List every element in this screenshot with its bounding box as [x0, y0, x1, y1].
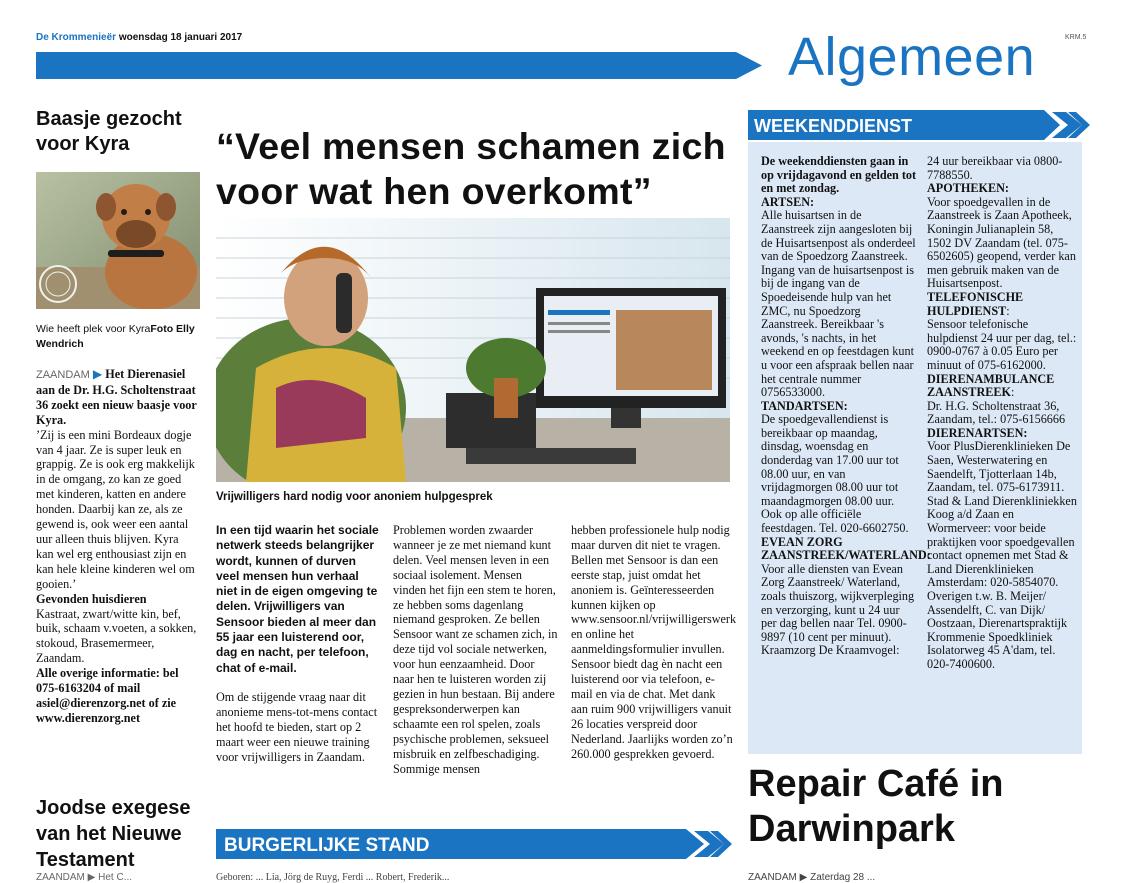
center-footer-fragment: Geboren: ... Lia, Jörg de Ruyg, Ferdi ... Robert, Frederik...	[216, 872, 450, 883]
weekenddienst-col-1	[761, 154, 931, 658]
article-lead: In een tijd waarin het sociale netwerk steeds belangrijker wordt, kunnen of durven veel mensen hun verhaal niet in de eigen omgeving te delen. Vrijwilligers van Sensoor bieden al meer dan 55 jaar een luisterend oor, dag en nacht, per telefoon, chat of e-mail.	[216, 523, 379, 675]
article-col-1	[216, 523, 381, 765]
evean-text: Voor alle diensten van Evean Zorg Zaanstreek/ Waterland, zoals thuiszorg, wijkverpleging en verzorging, kunt u 24 uur per dag bellen naar Tel. 0900- 9897 (10 cent per minuut). Kraamzorg De Kraamvogel:	[761, 561, 915, 658]
article-col3-text: hebben professionele hulp nodig maar durven dit niet te vragen. Bellen met Sensoor is dan een eerste stap, juist omdat het anoniem is. Geïnteresseerden kunnen kijken op www.sensoor.nl/vrijwilligerswerk en online het aanmeldingsformulier invullen. Sensoor biedt dag èn nacht een luisterend oor via telefoon, e-mail en via de chat. Met dank aan ruim 900 vrijwilligers vanuit 26 locaties verspreid door Nederland. Jaarlijks worden zo’n 260.000 gesprekken gevoerd.	[571, 523, 737, 761]
left-headline: Baasje gezocht voor Kyra	[36, 108, 182, 155]
left-article	[36, 367, 198, 726]
tandartsen-text: De spoedgevallendienst is bereikbaar op maandag, dinsdag, woensdag en donderdag van 17.00 uur tot 08.00 uur, en van vrijdagmorgen 08.00 uur tot maandagmorgen 08.00 uur. Ook op alle officiële feestdagen. Tel. 020-6602750.	[761, 412, 909, 536]
weekenddienst-col-2: 24 uur bereikbaar via 0800-7788550. APOTHEKEN: Voor spoedgevallen in de Zaanstreek is Zaan Apotheek, Koningin Julianaplein 58, 1502 DV Zaandam (tel. 075-6502605) geopend, verder kan men gebruik maken van de Huisartsenpost. TELEFONISCHE HULPDIENST: Sensoor telefonische hulpdienst 24 uur per dag, tel.: 0900-0767 à 0.05 Euro per minuut of 075-6162000. DIERENAMBULANCE ZAANSTREEK: Dr. H.G. Scholtenstraat 36, Zaandam, tel.: 075-6156666 DIERENARTSEN: Voor PlusDierenklinieken De Saen, Westerwatering en Saendelft, Tjotterlaan 14b, Zaandam, tel. 075-6173911. Stad & Land Dierenkliniekken Koog a/d Zaan en Wormerveer: voor beide praktijken voor spoedgevallen contact opnemen met Stad & Land Dierenklinieken Amsterdam: 020-5854070. Overigen t.w. B. Meijer/ Assendelft, C. van Dijk/ Oostzaan, Dierenartspraktijk Krommenie Spoedkliniek Isolatorweg 45 A'dam, tel. 020-7400600.	[927, 155, 1079, 672]
weekenddienst-bar	[748, 110, 1090, 140]
artsen-heading: ARTSEN:	[761, 194, 815, 209]
dog-photo	[36, 172, 200, 309]
caption-credit: Foto Elly Wendrich	[36, 323, 195, 350]
section-header-bar	[36, 50, 762, 81]
left-lead: Het Dierenasiel aan de Dr. H.G. Scholtenstraat 36 zoekt een nieuw baasje voor Kyra.	[36, 367, 197, 427]
issue-date: woensdag 18 januari 2017	[118, 32, 243, 43]
left-body-text: ’Zij is een mini Bordeaux dogje van 4 jaar. Ze is super leuk en grappig. Ze is ook erg makkelijk in de omgang, zo kan ze goed met kinderen, katten en andere honden. Daarbij kan ze, als ze gewend is, ook weer een aantal uur alleen thuis blijven. Kyra kan wel erg enthousiast zijn en kan hele kleine kinderen wel om gooien.’	[36, 427, 195, 591]
page-number: KRM.5	[1065, 34, 1087, 41]
left-footer-fragment: ZAANDAM ▶ Het C...	[36, 872, 133, 883]
dierenambulance-heading: DIERENAMBULANCE ZAANSTREEK	[927, 371, 1055, 400]
kraamzorg-text: 24 uur bereikbaar via 0800-7788550.	[927, 154, 1063, 182]
dierenartsen-heading: DIERENARTSEN:	[927, 425, 1028, 440]
dierenartsen-text: Voor PlusDierenklinieken De Saen, Westerwatering en Saendelft, Tjotterlaan 14b, Zaandam, tel. 075-6173911. Stad & Land Dierenkliniekken Koog a/d Zaan en Wormerveer: voor beide praktijken voor spoedgevallen contact opnemen met Stad & Land Dierenklinieken Amsterdam: 020-5854070. Overigen t.w. B. Meijer/ Assendelft, C. van Dijk/ Oostzaan, Dierenartspraktijk Krommenie Spoedkliniek Isolatorweg 45 A'dam, tel. 020-7400600.	[927, 439, 1077, 671]
found-title: Gevonden huisdieren	[36, 591, 147, 606]
apotheken-heading: APOTHEKEN:	[927, 181, 1009, 196]
main-headline: “Veel mensen schamen zich voor wat hen overkomt”	[216, 125, 726, 212]
kicker-label: ZAANDAM	[36, 369, 90, 381]
left-info: Alle overige informatie: bel 075-6163204 of mail asiel@dierenzorg.net of zie www.dierenzorg.net	[36, 666, 179, 725]
caption-text: Wie heeft plek voor Kyra	[36, 323, 151, 335]
paper-meta	[36, 32, 242, 43]
photo-caption: Vrijwilligers hard nodig voor anoniem hulpgesprek	[216, 491, 493, 503]
telefonische-text: Sensoor telefonische hulpdienst 24 uur per dag, tel.: 0900-0767 à 0.05 Euro per minuut of 075-6162000.	[927, 317, 1077, 372]
artsen-text: Alle huisartsen in de Zaanstreek zijn aangesloten bij de Huisartsenpost als onderdeel van de Spoedzorg Zaanstreek. Ingang van de huisartsenpost is bij de ingang van de Spoedeisende hulp van het ZMC, nu Spoedzorg Zaanstreek. Bereikbaar 's avonds, 's nachts, in het weekend en op feestdagen kunt u voor een afspraak bellen naar het centrale nummer 0756533000.	[761, 208, 916, 400]
article-col-3	[571, 523, 737, 762]
weekenddienst-title: WEEKENDDIENST	[754, 116, 913, 136]
left-headline-2: Joodse exegese van het Nieuwe Testament	[36, 797, 191, 871]
article-col1-text: Om de stijgende vraag naar dit anonieme mens-tot-mens contact het hoofd te bieden, start op 2 maart weer een nieuwe training voor vrijwilligers in Zaandam.	[216, 689, 378, 764]
dierenambulance-text: Dr. H.G. Scholtenstraat 36, Zaandam, tel.: 075-6156666	[927, 398, 1066, 427]
wk-intro: De weekenddiensten gaan in op vrijdagavond en gelden tot en met zondag.	[761, 154, 917, 196]
telefonische-heading: TELEFONISCHE HULPDIENST	[927, 289, 1024, 318]
found-text: Kastraat, zwart/witte kin, bef, buik, schaam v.voeten, a sokken, stokoud, Brasemermeer, Zaandam.	[36, 606, 197, 666]
kicker-arrow-icon: ▶	[92, 367, 103, 381]
section-title: Algemeen	[788, 27, 1036, 87]
evean-heading: EVEAN ZORG ZAANSTREEK/WATERLAND:	[761, 534, 931, 563]
apotheken-text: Voor spoedgevallen in de Zaanstreek is Zaan Apotheek, Koningin Julianaplein 58, 1502 DV Zaandam (tel. 075-6502605) geopend, verder kan men gebruik maken van de Huisartsenpost.	[927, 194, 1076, 291]
repair-cafe-headline: Repair Café in Darwinpark	[748, 763, 1004, 850]
main-photo	[216, 218, 730, 482]
paper-name: De Krommenieër	[36, 32, 117, 43]
article-col2-text: Problemen worden zwaarder wanneer je ze met niemand kunt delen. Veel mensen leven in een sociaal isolement. Mensen vinden het fijn een stem te horen, ze hebben soms dagenlang niemand gesproken. Ze bellen Sensoor want ze schamen zich, in deze tijd vol sociale netwerken, voor hun eenzaamheid. Door naar hen te luisteren worden zij gezien in hun bestaan. Bij andere gespreksonderwerpen kan schaamte een rol spelen, zoals psychische problemen, seksueel misbruik en zelfbeschadiging. Sommige mensen	[393, 523, 558, 776]
burg-title: BURGERLIJKE STAND	[224, 835, 430, 856]
tandartsen-heading: TANDARTSEN:	[761, 398, 848, 413]
dog-caption	[36, 322, 211, 352]
right-footer-fragment: ZAANDAM ▶ Zaterdag 28 ...	[748, 872, 876, 883]
article-col-2	[393, 523, 558, 776]
burgerlijke-stand-bar	[216, 829, 732, 859]
